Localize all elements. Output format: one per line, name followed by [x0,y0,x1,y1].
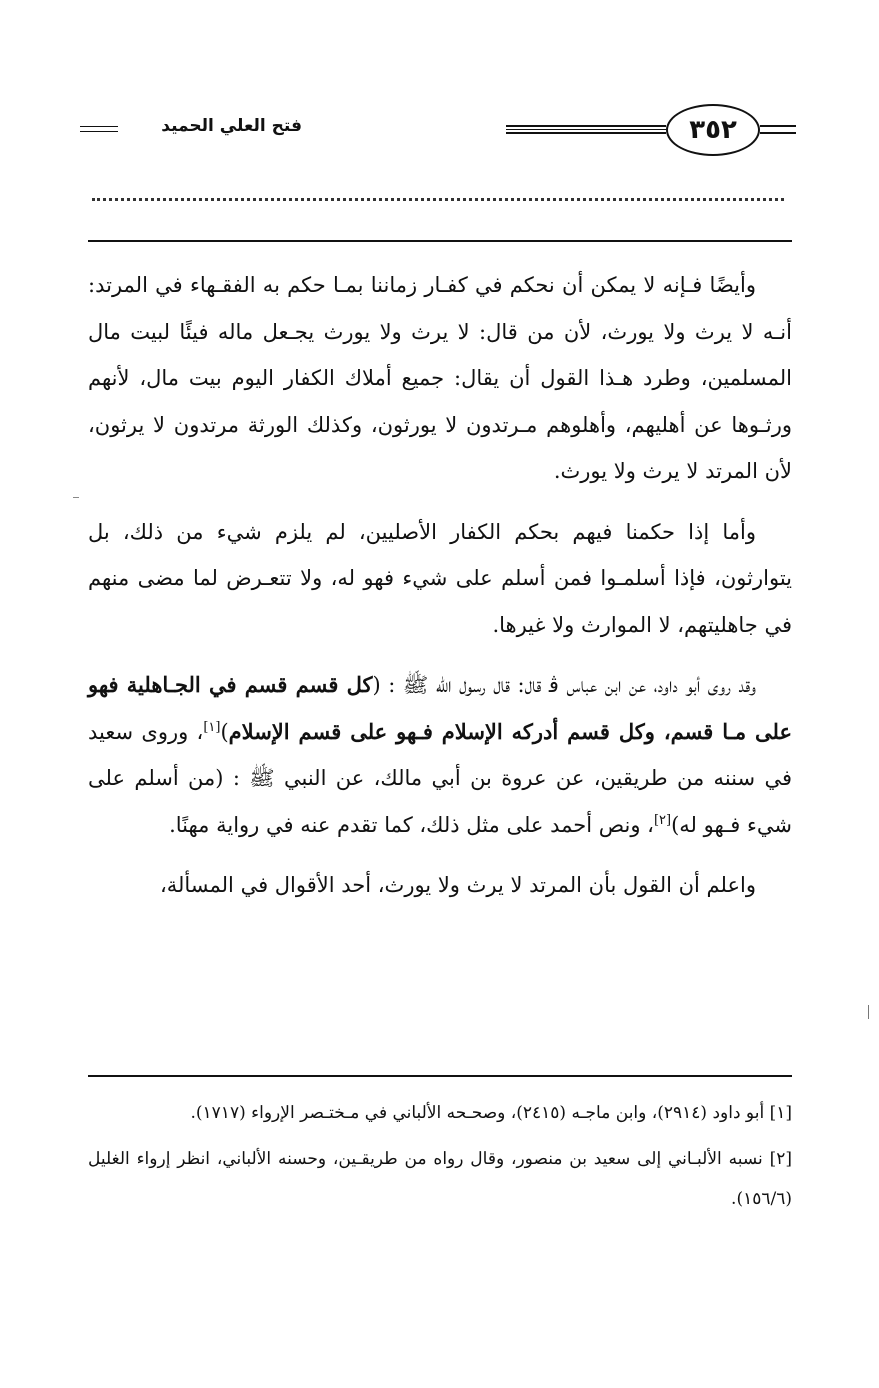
top-rule [88,240,792,242]
hadith-quote: كل قسم قسم في الجـاهلية فهو على مـا قسم، وكل قسم أدركه الإسلام فـهو على قسم الإسلام [88,672,792,744]
paragraph-3-end: ، ونص أحمد على مثل ذلك، كما تقدم عنه في رواية مهنًا. [169,812,654,837]
footnotes [88,1093,792,1225]
paragraph-3-intro: وقد روى أبو داود، عن ابن عباس ﭬ قال: قال رسول الله ﷺ : ( [372,673,756,697]
paragraph-3 [88,662,792,848]
paragraph-3-middle: ، وروى سعيد في سننه من طريقين، عن عروة بن أبي مالك، عن النبي ﷺ : (من أسلم على شيء فـهو له) [88,719,792,837]
footnote-2: [٢] نسبه الألبـاني إلى سعيد بن منصور، وقال رواه من طريقـين، وحسنه الألباني، انظر إرواء الغليل (١٥٦/٦). [88,1149,792,1209]
main-text [88,262,792,923]
footnote-rule [88,1075,792,1077]
page-header [80,100,796,162]
margin-mark [73,497,79,498]
footnote-1: [١] أبو داود (٢٩١٤)، وابن ماجـه (٢٤١٥)، وصحـحه الألباني في مـختـصر الإرواء (١٧١٧). [190,1103,792,1123]
page-number: ٣٥٢ [666,104,760,156]
margin-mark [868,1005,869,1019]
quote-close: ) [220,719,229,744]
book-title: فتح العلي الحميد [161,116,302,136]
footnote-ref-2[interactable]: [٢] [653,812,672,828]
footnote-ref-1[interactable]: [١] [203,719,221,735]
header-rule-right [760,125,796,134]
paragraph-2: وأما إذا حكمنا فيهم بحكم الكفار الأصليين، لم يلزم شيء من ذلك، بل يتوارثون، فإذا أسلمـوا فمن أسلم على شيء فهو له، ولا تتعـرض لما مضى منهم في جاهليتهم، لا الموارث ولا غيرها. [88,519,792,637]
dotted-separator [92,198,784,201]
paragraph-1: وأيضًا فـإنه لا يمكن أن نحكم في كفـار زماننا بمـا حكم به الفقـهاء في المرتد: أنـه لا يرث ولا يورث، لأن من قال: لا يرث ولا يورث يجـعل ماله فيئًا لبيت مال المسلمين، وطرد هـذا القول أن يقال: جميع أملاك الكفار اليوم بيت مال، لأنهم ورثـوها عن أهليهم، وأهلوهم مـرتدون لا يورثون، وكذلك الورثة مرتدون لا يرثون، لأن المرتد لا يرث ولا يورث. [88,273,792,483]
title-rule-decoration [80,126,118,132]
paragraph-4: واعلم أن القول بأن المرتد لا يرث ولا يورث، أحد الأقوال في المسألة، [159,873,756,897]
header-rule-left [506,125,666,134]
